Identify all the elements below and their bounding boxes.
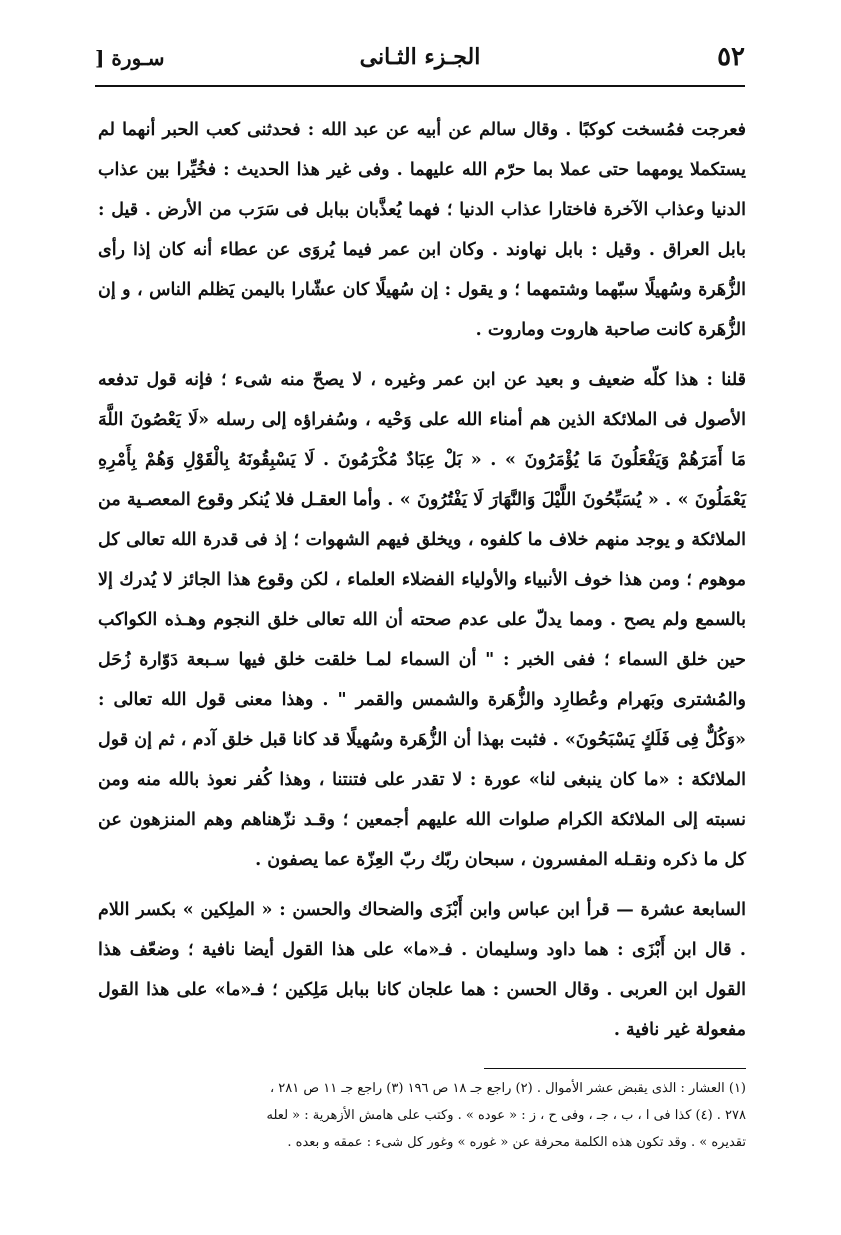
page-header (95, 40, 745, 90)
paragraph: فعرجت فمُسخت كوكبًا . وقال سالم عن أبيه عن عبد الله : فحدثنى كعب الحبر أنهما لم يستكملا يومهما حتى عملا بما حرّم الله عليهما . وفى غير هذا الحديث : فخُيِّرا بين عذاب الدنيا وعذاب الآخرة فاختارا عذاب الدنيا ؛ فهما يُعذَّبان ببابل فى سَرَب من الأرض . قيل : بابل العراق . وقيل : بابل نهاوند . وكان ابن عمر فيما يُروَى عن عطاء أنه كان إذا رأى الزُّهَرة وسُهيلًا سبّهما وشتمهما ؛ و يقول : إن سُهيلًا كان عشّارا باليمن يَظلم الناس ، و إن الزُّهَرة كانت صاحبة هاروت وماروت . (98, 120, 746, 340)
paragraph: السابعة عشرة — قرأ ابن عباس وابن أَبْزَى والضحاك والحسن : « الملِكين » بكسر اللام . قال ابن أَبْزَى : هما داود وسليمان . فـ«ما» على هذا القول أيضا نافية ؛ وضعّف هذا القول ابن العربى . وقال الحسن : هما علجان كانا ببابل مَلِكين ؛ فـ«ما» على هذا القول مفعولة غير نافية . (98, 900, 746, 1040)
footnote-line: (١) العشار : الذى يقبض عشر الأموال . (٢) راجع جـ ١٨ ص ١٩٦ (٣) راجع جـ ١١ ص ٢٨١ ، (269, 1081, 746, 1096)
surah-label: سـورة [ (95, 46, 165, 70)
paragraph: قلنا : هذا كلّه ضعيف و بعيد عن ابن عمر وغيره ، لا يصحّ منه شىء ؛ فإنه قول تدفعه الأصول فى الملائكة الذين هم أمناء الله على وَحْيه ، وسُفراؤه إلى رسله «لَا يَعْصُونَ اللَّهَ مَا أَمَرَهُمْ وَيَفْعَلُونَ مَا يُؤْمَرُونَ » . « بَلْ عِبَادٌ مُكْرَمُونَ . لَا يَسْبِقُونَهُ بِالْقَوْلِ وَهُمْ بِأَمْرِهِ يَعْمَلُونَ » . « يُسَبِّحُونَ اللَّيْلَ وَالنَّهَارَ لَا يَفْتُرُونَ » . وأما العقـل فلا يُنكر وقوع المعصـية من الملائكة و يوجد منهم خلاف ما كلفوه ، ويخلق فيهم الشهوات ؛ إذ فى قدرة الله تعالى كل موهوم ؛ ومن هذا خوف الأنبياء والأولياء الفضلاء العلماء ، لكن وقوع هذا الجائز لا يُدرك إلا بالسمع ولم يصح . ومما يدلّ على عدم صحته أن الله تعالى خلق النجوم وهـذه الكواكب حين خلق السماء ؛ ففى الخبر : " أن السماء لمـا خلقت خلق فيها سـبعة دَوّارة زُحَل والمُشترى وبَهرام وعُطارِد والزُّهَرة والشمس والقمر " . وهذا معنى قول الله تعالى : «وَكُلٌّ فِى فَلَكٍ يَسْبَحُونَ» . فثبت بهذا أن الزُّهَرة وسُهيلًا قد كانا قبل خلق آدم ، ثم إن قول الملائكة : «ما كان ينبغى لنا» عورة : لا تقدر على فتنتنا ، وهذا كُفر نعوذ بالله منه ومن نسبته إلى الملائكة الكرام صلوات الله عليهم أجمعين ؛ وقـد نزّهناهم وهم المنزهون عن كل ما ذكره ونقـله المفسرون ، سبحان ربّك ربّ العِزّة عما يصفون . (98, 370, 746, 870)
page-number: ٥٢ (717, 42, 745, 72)
header-rule (95, 85, 745, 87)
footnote-line: تقديره » . وقد تكون هذه الكلمة محرفة عن « غوره » وغور كل شىء : عمقه و بعده . (287, 1135, 746, 1150)
running-title: الجـزء الثـانى (359, 44, 481, 70)
footnotes (98, 1068, 746, 1156)
footnote-rule (484, 1068, 746, 1069)
main-text (98, 110, 746, 1050)
footnote-line: ٢٧٨ . (٤) كذا فى ا ، ب ، جـ ، وفى ح ، ز : « عوده » . وكتب على هامش الأزهرية : « لعله (266, 1108, 746, 1123)
